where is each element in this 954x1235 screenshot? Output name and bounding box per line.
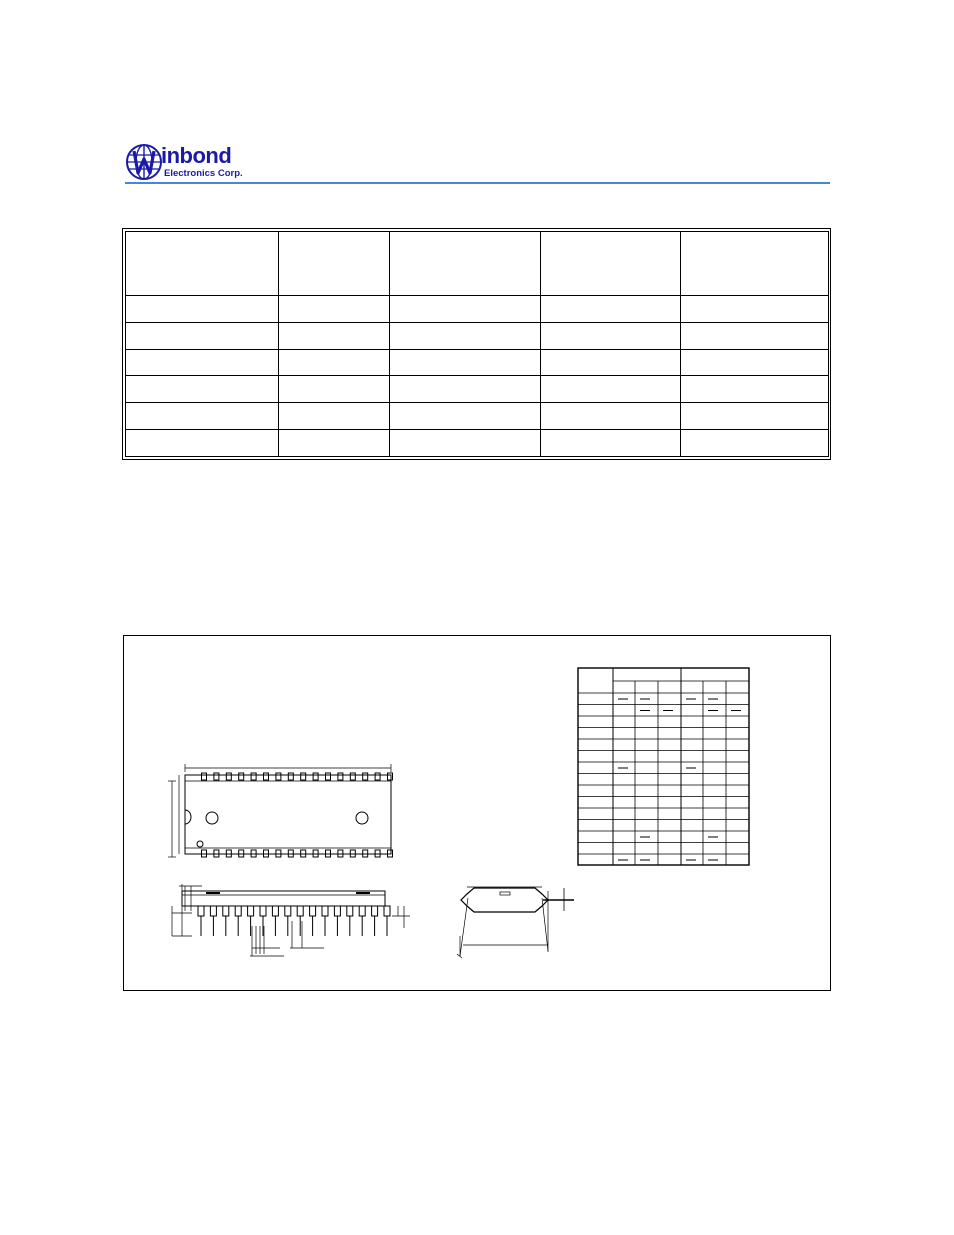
table-cell [126,322,279,349]
table-header-row [126,232,829,296]
pin-top [264,773,269,780]
package-side-view [172,884,410,956]
table-cell [541,403,681,430]
pin-top [388,773,393,780]
table-cell [390,403,541,430]
table-cell [390,322,541,349]
pin-lead [285,906,291,916]
pin-lead [372,906,378,916]
table-cell [541,349,681,376]
table-row [126,430,829,457]
table-row [126,403,829,430]
pin-top [375,773,380,780]
pin-top [313,773,318,780]
table-row [126,296,829,323]
table-cell [279,403,390,430]
table-row [126,322,829,349]
winbond-logo [125,141,255,183]
table-cell [126,349,279,376]
package-drawing [124,636,830,990]
pin-top [226,773,231,780]
pin-top [251,773,256,780]
pin-lead [297,906,303,916]
pin-top [363,773,368,780]
pin-lead [223,906,229,916]
pin-top [288,773,293,780]
table-cell [126,403,279,430]
table-cell [541,322,681,349]
logo-wordmark: inbond [161,143,232,168]
globe-icon [125,143,163,181]
package-dimensions-figure [123,635,831,991]
table-cell [126,376,279,403]
table-cell [681,349,829,376]
pin-top [239,773,244,780]
table-cell [681,430,829,457]
pin-lead [198,906,204,916]
pin-top [214,773,219,780]
table-cell [126,430,279,457]
table-header-cell [541,232,681,296]
table-cell [279,322,390,349]
table-header-cell [279,232,390,296]
pin-lead [334,906,340,916]
table-header-cell [390,232,541,296]
table-cell [126,296,279,323]
pin-lead [322,906,328,916]
pin-top [326,773,331,780]
table-row [126,349,829,376]
table-cell [541,376,681,403]
header-rule [125,182,830,184]
pin-lead [260,906,266,916]
dimension-table [578,668,749,865]
package-end-view [457,887,574,958]
pin-lead [272,906,278,916]
table-cell [541,296,681,323]
pin-lead [384,906,390,916]
table-header-cell [126,232,279,296]
table-cell [681,376,829,403]
package-top-view [168,764,393,857]
table-cell [279,376,390,403]
table-cell [681,403,829,430]
pin-lead [310,906,316,916]
table-cell [681,296,829,323]
pin-top [338,773,343,780]
table-cell [390,349,541,376]
pin-top [276,773,281,780]
table-header-cell [681,232,829,296]
table-cell [390,296,541,323]
table-cell [279,296,390,323]
pin-top [301,773,306,780]
pin-top [202,773,207,780]
logo-subtitle: Electronics Corp. [164,168,243,179]
table-cell [279,349,390,376]
pin-lead [248,906,254,916]
table-cell [541,430,681,457]
pin-lead [359,906,365,916]
table-row [126,376,829,403]
table-cell [279,430,390,457]
pin-top [350,773,355,780]
ordering-info-table [122,228,831,460]
table-cell [390,376,541,403]
pin-lead [210,906,216,916]
pin-lead [235,906,241,916]
pin-lead [347,906,353,916]
table-cell [390,430,541,457]
table-cell [681,322,829,349]
